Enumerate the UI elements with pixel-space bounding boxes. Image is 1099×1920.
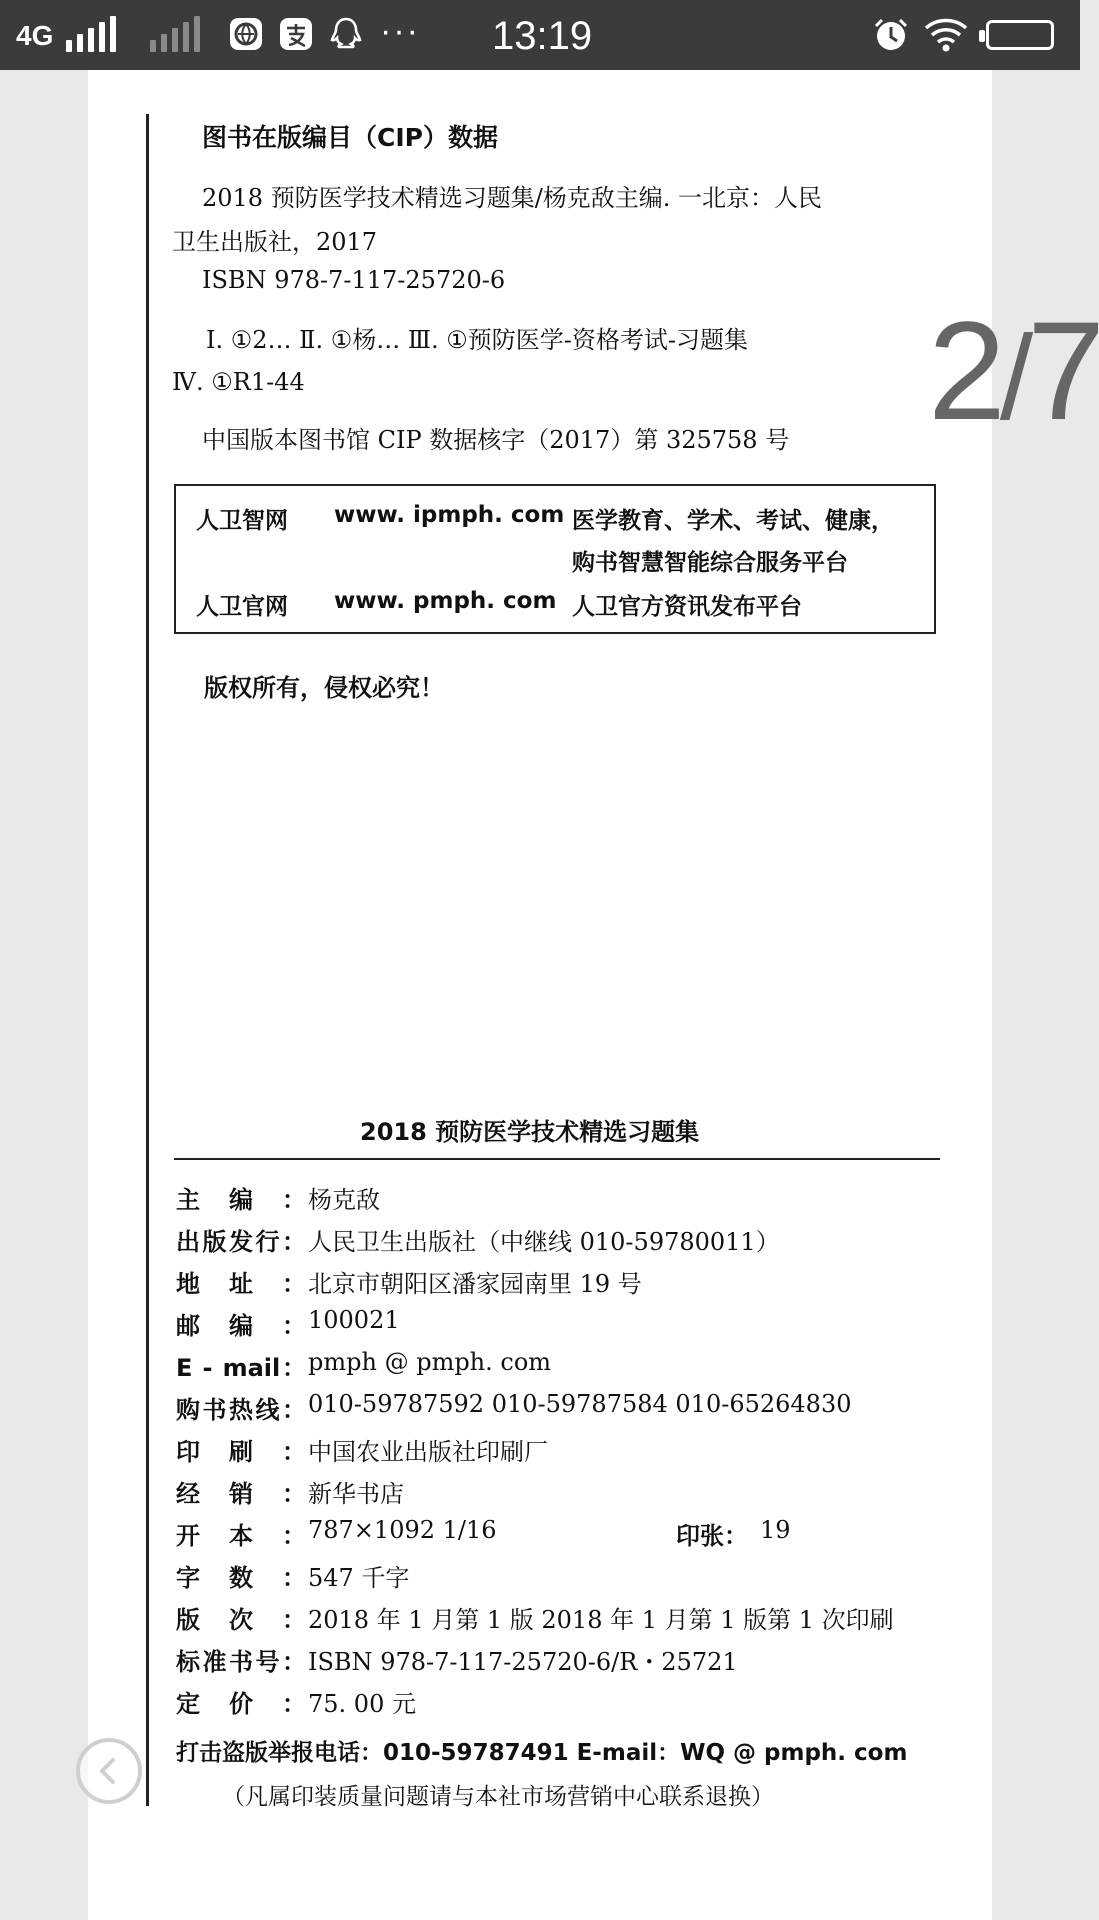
detail-value: 19 bbox=[760, 1516, 791, 1544]
page-separator: / bbox=[999, 311, 1028, 445]
cip-title: 图书在版编目（CIP）数据 bbox=[202, 123, 498, 152]
site-url: www. ipmph. com bbox=[334, 502, 565, 528]
globe-icon bbox=[228, 16, 264, 52]
detail-label: 版次： bbox=[176, 1606, 306, 1634]
cip-line: 2018 预防医学技术精选习题集/杨克敌主编. 一北京：人民 bbox=[202, 184, 823, 212]
detail-value: 75. 00 元 bbox=[308, 1690, 416, 1718]
cip-line: 卫生出版社，2017 bbox=[172, 228, 378, 256]
detail-label: 印张： bbox=[676, 1522, 748, 1550]
site-url: www. pmph. com bbox=[334, 588, 557, 614]
detail-label: 购书热线： bbox=[176, 1396, 306, 1424]
status-bar bbox=[0, 0, 1080, 70]
detail-label: 字数： bbox=[176, 1564, 306, 1592]
detail-label: 经销： bbox=[176, 1480, 306, 1508]
wifi-icon bbox=[924, 16, 968, 52]
current-page: 2 bbox=[928, 292, 1000, 449]
detail-label: 出版发行： bbox=[176, 1228, 306, 1256]
site-description: 人卫官方资讯发布平台 bbox=[572, 594, 802, 620]
detail-value: ISBN 978-7-117-25720-6/R・25721 bbox=[308, 1648, 738, 1676]
network-type: 4G bbox=[16, 20, 54, 51]
detail-label: 邮编： bbox=[176, 1312, 306, 1340]
detail-label: E - mail： bbox=[176, 1354, 306, 1382]
site-description: 医学教育、学术、考试、健康， bbox=[572, 508, 894, 534]
detail-label: 地址： bbox=[176, 1270, 306, 1298]
more-icon: ··· bbox=[380, 12, 420, 50]
detail-value: pmph @ pmph. com bbox=[308, 1348, 552, 1376]
cip-isbn: ISBN 978-7-117-25720-6 bbox=[202, 266, 506, 294]
detail-value: 人民卫生出版社（中继线 010-59780011） bbox=[308, 1228, 780, 1256]
document-content bbox=[88, 70, 992, 1920]
clock: 13:19 bbox=[492, 14, 593, 58]
alipay-icon bbox=[278, 16, 314, 52]
book-title: 2018 预防医学技术精选习题集 bbox=[360, 1118, 700, 1146]
site-description: 购书智慧智能综合服务平台 bbox=[572, 550, 848, 576]
document-page[interactable] bbox=[88, 70, 1099, 1920]
previous-page-button[interactable] bbox=[76, 1738, 142, 1804]
detail-value: 杨克敌 bbox=[308, 1186, 380, 1214]
detail-label: 标准书号： bbox=[176, 1648, 306, 1676]
detail-label: 印刷： bbox=[176, 1438, 306, 1466]
qq-icon bbox=[328, 16, 364, 52]
detail-value: 北京市朝阳区潘家园南里 19 号 bbox=[308, 1270, 642, 1298]
battery-icon bbox=[986, 20, 1054, 50]
detail-value: 547 千字 bbox=[308, 1564, 410, 1592]
signal-weak-icon bbox=[150, 16, 200, 52]
detail-label: 定价： bbox=[176, 1690, 306, 1718]
page-indicator bbox=[928, 290, 1099, 452]
website-infobox bbox=[174, 484, 936, 634]
detail-value: 中国农业出版社印刷厂 bbox=[308, 1438, 548, 1466]
margin-rule bbox=[146, 114, 149, 1806]
piracy-report-line: 打击盗版举报电话：010-59787491 E-mail：WQ @ pmph. com bbox=[176, 1740, 908, 1766]
copyright-notice: 版权所有，侵权必究！ bbox=[204, 674, 444, 702]
detail-value: 100021 bbox=[308, 1306, 400, 1334]
site-name: 人卫智网 bbox=[196, 508, 288, 534]
detail-label: 主编： bbox=[176, 1186, 306, 1214]
detail-value: 010-59787592 010-59787584 010-65264830 bbox=[308, 1390, 852, 1418]
detail-value: 787×1092 1/16 bbox=[308, 1516, 497, 1544]
detail-value: 新华书店 bbox=[308, 1480, 404, 1508]
chevron-left-icon bbox=[94, 1756, 124, 1786]
cip-classification: Ⅰ. ①2… Ⅱ. ①杨… Ⅲ. ①预防医学-资格考试-习题集 bbox=[206, 326, 749, 354]
detail-label: 开本： bbox=[176, 1522, 306, 1550]
divider bbox=[174, 1158, 940, 1160]
alarm-icon bbox=[872, 16, 910, 54]
total-pages: 7 bbox=[1027, 292, 1099, 449]
quality-note: （凡属印装质量问题请与本社市场营销中心联系退换） bbox=[222, 1784, 774, 1810]
detail-value: 2018 年 1 月第 1 版 2018 年 1 月第 1 版第 1 次印刷 bbox=[308, 1606, 894, 1634]
cip-classification: Ⅳ. ①R1-44 bbox=[172, 368, 305, 396]
signal-icon bbox=[66, 16, 116, 52]
site-name: 人卫官网 bbox=[196, 594, 288, 620]
cip-number: 中国版本图书馆 CIP 数据核字（2017）第 325758 号 bbox=[202, 426, 790, 454]
